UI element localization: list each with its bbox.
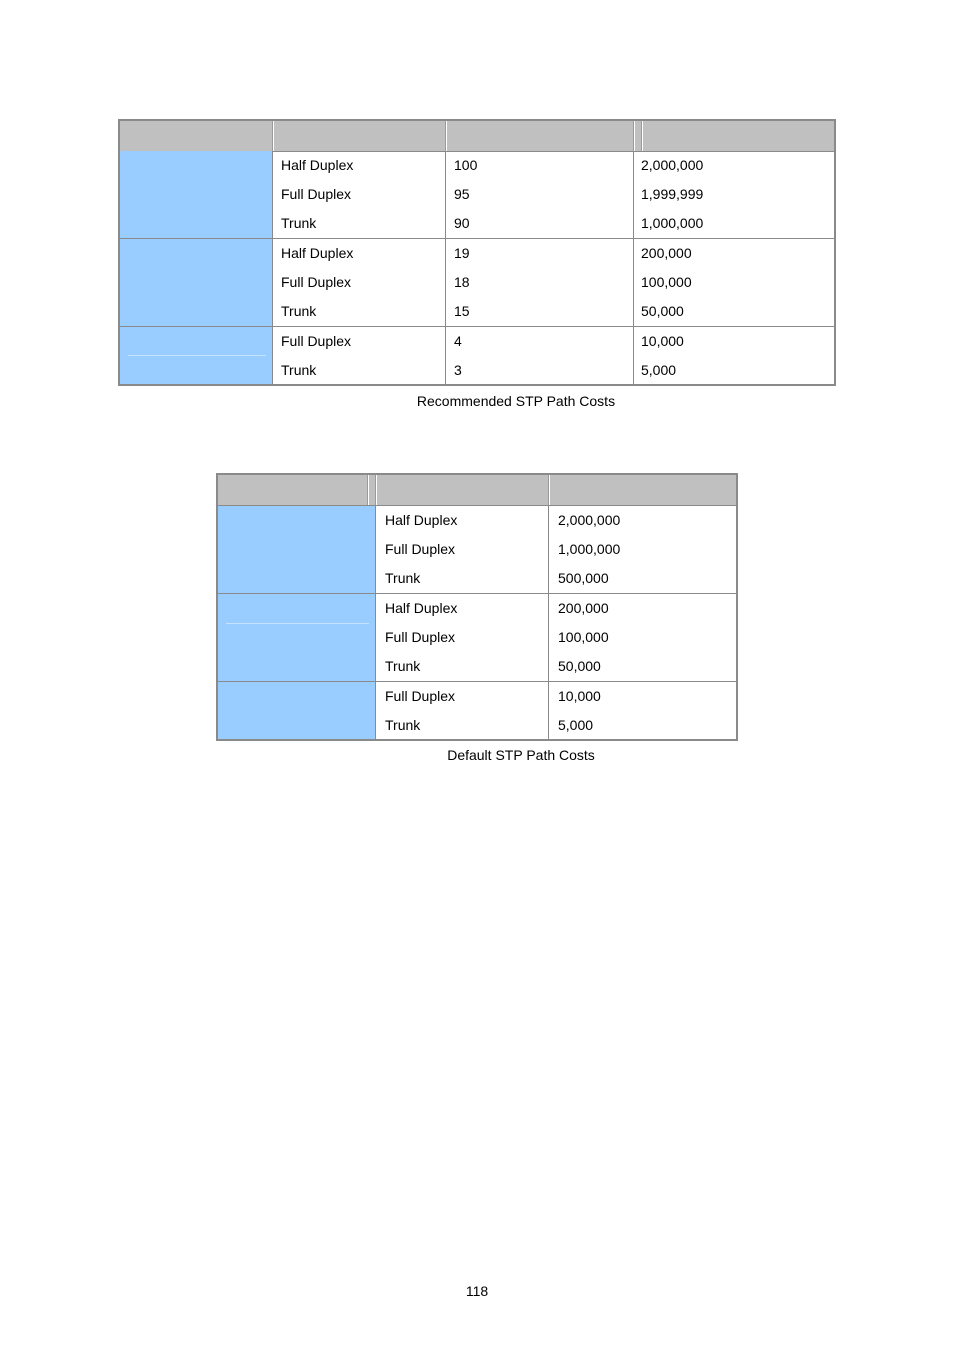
table-row-group xyxy=(218,682,736,739)
header-cell xyxy=(549,475,737,505)
table-row-group xyxy=(120,151,834,239)
duplex-mode: Full Duplex xyxy=(385,541,456,557)
duplex-mode: Half Duplex xyxy=(281,245,354,261)
table-caption: Recommended STP Path Costs xyxy=(416,393,616,409)
default-value: 5,000 xyxy=(558,717,594,733)
default-value: 10,000 xyxy=(558,688,601,704)
recommended-value: 19 xyxy=(454,245,470,261)
duplex-mode: Trunk xyxy=(385,570,421,586)
header-cell xyxy=(273,121,446,151)
media-type-cell xyxy=(218,506,376,593)
media-type-cell xyxy=(120,151,273,238)
header-cell xyxy=(642,121,835,151)
duplex-mode: Half Duplex xyxy=(385,600,458,616)
default-value: 1,000,000 xyxy=(558,541,621,557)
recommended-value: 3 xyxy=(454,362,462,378)
duplex-mode: Trunk xyxy=(385,658,421,674)
table-row-group xyxy=(120,239,834,327)
recommended-range: 100,000 xyxy=(641,274,692,290)
duplex-mode: Full Duplex xyxy=(281,333,352,349)
default-value: 500,000 xyxy=(558,570,609,586)
recommended-path-costs-table xyxy=(118,119,836,386)
table-header-row xyxy=(120,121,834,152)
recommended-value: 18 xyxy=(454,274,470,290)
default-value: 50,000 xyxy=(558,658,601,674)
recommended-range: 1,000,000 xyxy=(641,215,704,231)
duplex-mode: Full Duplex xyxy=(281,274,352,290)
duplex-mode: Full Duplex xyxy=(385,629,456,645)
page-number: 118 xyxy=(465,1283,489,1299)
duplex-mode: Trunk xyxy=(385,717,421,733)
recommended-range: 10,000 xyxy=(641,333,684,349)
duplex-mode: Trunk xyxy=(281,215,317,231)
default-value: 200,000 xyxy=(558,600,609,616)
duplex-mode: Trunk xyxy=(281,303,317,319)
header-cell xyxy=(376,475,549,505)
table-row-group xyxy=(120,327,834,384)
recommended-value: 15 xyxy=(454,303,470,319)
recommended-value: 90 xyxy=(454,215,470,231)
recommended-value: 95 xyxy=(454,186,470,202)
default-path-costs-table xyxy=(216,473,738,741)
duplex-mode: Trunk xyxy=(281,362,317,378)
table-header-row xyxy=(218,475,736,506)
media-type-cell xyxy=(120,327,273,384)
table-row-group xyxy=(218,594,736,682)
recommended-range: 5,000 xyxy=(641,362,677,378)
recommended-range: 2,000,000 xyxy=(641,157,704,173)
duplex-mode: Full Duplex xyxy=(281,186,352,202)
recommended-range: 50,000 xyxy=(641,303,684,319)
header-cell xyxy=(446,121,634,151)
default-value: 2,000,000 xyxy=(558,512,621,528)
recommended-range: 200,000 xyxy=(641,245,692,261)
recommended-range: 1,999,999 xyxy=(641,186,704,202)
media-type-cell xyxy=(218,594,376,681)
duplex-mode: Half Duplex xyxy=(281,157,354,173)
table-caption: Default STP Path Costs xyxy=(447,747,595,763)
duplex-mode: Full Duplex xyxy=(385,688,456,704)
default-value: 100,000 xyxy=(558,629,609,645)
table-row-group xyxy=(218,506,736,594)
recommended-value: 4 xyxy=(454,333,462,349)
header-cell xyxy=(368,475,376,505)
duplex-mode: Half Duplex xyxy=(385,512,458,528)
media-type-cell xyxy=(120,239,273,326)
media-type-cell xyxy=(218,682,376,739)
recommended-value: 100 xyxy=(454,157,478,173)
